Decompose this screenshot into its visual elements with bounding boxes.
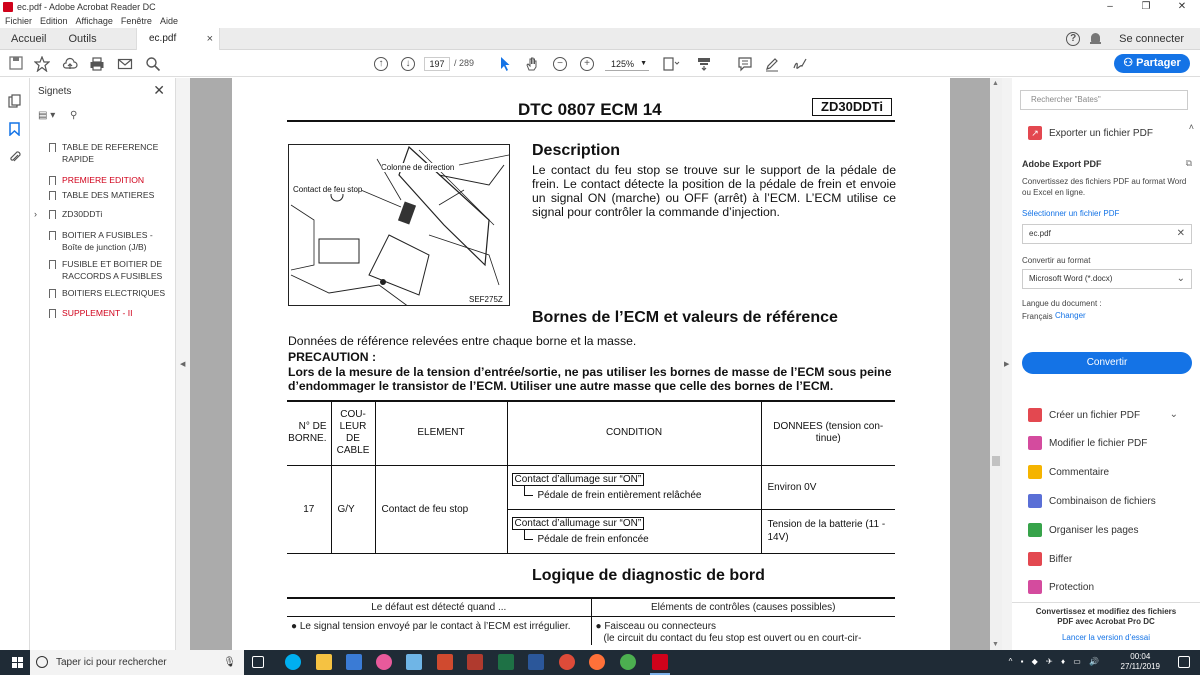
bookmark-options-icon[interactable]: ▤ ▾ <box>38 110 56 121</box>
bookmark-item[interactable] <box>48 287 170 299</box>
bookmark-flag-icon <box>49 191 56 200</box>
tool-icon <box>1028 523 1042 537</box>
figure-ref: SEF275Z <box>469 295 503 304</box>
selected-file-field[interactable] <box>1022 224 1192 244</box>
tool-label: Modifier le fichier PDF <box>1049 437 1148 449</box>
promo-text: Convertissez et modifiez des fichiers PDF avec Acrobat Pro DC <box>1035 607 1177 626</box>
diag-left-cell: ● Le signal tension envoyé par le contact à l’ECM est irrégulier. <box>287 616 591 645</box>
chevron-down-icon: ▼ <box>640 60 647 67</box>
description-heading: Description <box>532 142 621 159</box>
document-viewer[interactable] <box>190 78 990 650</box>
chevron-down-icon: ⌄ <box>1176 273 1185 284</box>
condition-1-box: Contact d’allumage sur “ON” <box>512 473 645 486</box>
save-icon[interactable] <box>8 56 24 72</box>
precaution-label: PRECAUTION : <box>288 350 377 364</box>
bell-icon[interactable] <box>1090 33 1101 45</box>
menu-fichier[interactable]: Fichier <box>5 16 33 26</box>
convert-button[interactable]: Convertir <box>1022 352 1192 374</box>
bookmark-label: BOITIER A FUSIBLES - Boîte de junction (J/B) <box>62 230 153 252</box>
bookmark-options[interactable] <box>38 110 77 121</box>
export-pdf-icon: ↗ <box>1028 126 1042 140</box>
bookmark-flag-icon <box>49 143 56 152</box>
word-icon[interactable] <box>528 654 544 670</box>
excel-icon[interactable] <box>498 654 514 670</box>
firefox-icon[interactable] <box>589 654 605 670</box>
diagnostic-table <box>287 597 895 645</box>
tool-label: Commentaire <box>1049 466 1110 478</box>
tray-icons[interactable]: ^ ▪ ◆ ✈ ♦ ▭ 🔊 <box>1008 657 1102 666</box>
bookmark-item[interactable] <box>48 258 170 282</box>
help-icon[interactable]: ? <box>1066 32 1080 46</box>
cell-data-1: Environ 0V <box>761 465 895 509</box>
cell-condition-1 <box>507 465 761 509</box>
bookmark-search-icon[interactable]: ⚲ <box>70 110 78 121</box>
brake-switch-figure <box>288 144 510 306</box>
app-icon-4[interactable] <box>620 654 636 670</box>
copy-icon[interactable]: ⧉ <box>1185 158 1192 168</box>
tab-document[interactable] <box>136 28 220 50</box>
tools-panel <box>1012 78 1200 650</box>
bookmark-item[interactable] <box>48 141 170 165</box>
bookmark-flag-icon <box>49 231 56 240</box>
bookmarks-panel <box>30 78 176 650</box>
previous-page-icon[interactable]: ↑ <box>374 57 388 71</box>
tab-document-label: ec.pdf <box>149 33 177 44</box>
tool-item[interactable] <box>1028 465 1109 479</box>
bookmark-flag-icon <box>49 210 56 219</box>
header-element: ELEMENT <box>375 401 507 465</box>
scrollbar-thumb[interactable] <box>992 456 1000 466</box>
bates-search-input[interactable]: Rechercher "Bates" <box>1020 90 1188 110</box>
bookmark-label: FUSIBLE ET BOITIER DE RACCORDS A FUSIBLES <box>62 259 163 281</box>
left-rail <box>0 78 30 650</box>
tool-icon <box>1028 580 1042 594</box>
close-window-button[interactable]: ✕ <box>1177 1 1187 12</box>
description-text: Le contact du feu stop se trouve sur le support de la pédale de frein. Le contact détecte la position de la pédale de frein et envoie un signal ON (marche) ou OFF (arrêt) à l’ECM. L’ECM utilise ce signal pour contrôler la commande d’injection. <box>532 163 896 219</box>
tool-item[interactable] <box>1028 408 1140 422</box>
print-icon[interactable] <box>89 56 105 72</box>
windows-start-icon[interactable] <box>12 657 23 668</box>
email-icon[interactable] <box>117 56 133 72</box>
clock-date: 27/11/2019 <box>1120 662 1160 671</box>
clock[interactable] <box>1121 652 1160 672</box>
promo-footer <box>1012 602 1200 642</box>
pages-thumbnail-icon[interactable] <box>8 94 21 108</box>
tool-item[interactable] <box>1028 436 1147 450</box>
bookmark-icon[interactable] <box>8 122 21 136</box>
tool-icon <box>1028 494 1042 508</box>
language-label: Langue du document : <box>1022 299 1102 308</box>
convert-to-label: Convertir au format <box>1022 256 1091 265</box>
engine-code-box: ZD30DDTi <box>812 98 892 116</box>
bookmark-item[interactable] <box>48 189 170 201</box>
microphone-icon[interactable]: 🎙 <box>223 657 236 668</box>
condition-1-sub: Pédale de frein entièrement relâchée <box>512 490 757 501</box>
close-icon[interactable]: ✕ <box>153 82 165 98</box>
precaution-text: Lors de la mesure de la tension d’entrée/sortie, ne pas utiliser les bornes de masse de l’ECM sous peine d’endommager le transistor de l’ECM. Utiliser une autre masse que celle des bornes de l’ECM. <box>288 365 892 393</box>
condition-2-sub: Pédale de frein enfoncée <box>512 534 757 545</box>
ecm-terminal-table <box>287 400 895 554</box>
format-value: Microsoft Word (*.docx) <box>1029 274 1113 283</box>
tool-icon <box>1028 436 1042 450</box>
scroll-mode-icon[interactable] <box>696 56 712 72</box>
bookmark-label: BOITIERS ELECTRIQUES <box>62 288 166 298</box>
bookmark-label: TABLE DES MATIERES <box>62 190 155 200</box>
bookmarks-title: Signets <box>38 86 72 97</box>
collapse-left-icon[interactable]: ◀ <box>180 361 186 368</box>
chrome-icon[interactable] <box>559 654 575 670</box>
header-donnees: DONNEES (tension con- tinue) <box>761 401 895 465</box>
tab-tools[interactable]: Outils <box>68 32 97 45</box>
chevron-down-icon[interactable]: ⌄ <box>1169 409 1178 420</box>
left-collapse-strip[interactable] <box>176 78 190 650</box>
logique-heading: Logique de diagnostic de bord <box>532 567 765 584</box>
select-pointer-icon[interactable] <box>497 56 513 72</box>
chevron-up-icon[interactable]: ˄ <box>1188 122 1194 132</box>
menu-aide[interactable]: Aide <box>159 16 178 26</box>
page-fit-icon[interactable] <box>662 56 678 72</box>
scroll-up-icon[interactable]: ▲ <box>992 80 999 87</box>
format-select[interactable] <box>1022 269 1192 289</box>
highlight-pen-icon[interactable] <box>764 56 780 72</box>
star-icon[interactable] <box>34 56 50 72</box>
bookmark-flag-icon <box>49 309 56 318</box>
sign-icon[interactable] <box>792 56 808 72</box>
change-language-link[interactable]: Changer <box>1055 311 1086 320</box>
clear-icon[interactable]: ✕ <box>1176 228 1185 239</box>
bookmark-flag-icon <box>49 176 56 185</box>
tool-label: Créer un fichier PDF <box>1049 409 1141 421</box>
export-pdf-tool[interactable] <box>1028 126 1153 140</box>
paint-icon[interactable] <box>376 654 392 670</box>
bookmark-item[interactable] <box>48 174 170 186</box>
menu-edition[interactable]: Edition <box>40 16 68 26</box>
tool-item[interactable] <box>1028 494 1156 508</box>
cell-condition-2 <box>507 509 761 553</box>
page-total: / 289 <box>454 58 475 68</box>
acrobat-icon <box>3 2 13 12</box>
collapse-right-icon[interactable]: ▶ <box>1004 361 1010 368</box>
cell-element: Contact de feu stop <box>375 465 507 553</box>
table-row <box>287 465 895 509</box>
expand-chevron-icon[interactable]: › <box>34 209 37 219</box>
app-icon-1[interactable] <box>406 654 422 670</box>
menu-fenetre[interactable]: Fenêtre <box>120 16 152 26</box>
header-borne: N° DE BORNE. <box>287 401 331 465</box>
tool-label: Combinaison de fichiers <box>1049 495 1156 507</box>
condition-2-box: Contact d’allumage sur “ON” <box>512 517 645 530</box>
diag-right-line-1: ● Faisceau ou connecteurs <box>595 620 717 632</box>
zoom-select[interactable] <box>605 57 649 71</box>
export-title: Adobe Export PDF <box>1022 159 1102 169</box>
hand-tool-icon[interactable] <box>524 56 540 72</box>
app-icon-2[interactable] <box>437 654 453 670</box>
share-icon: ⚇ <box>1123 57 1137 69</box>
header-condition: CONDITION <box>507 401 761 465</box>
notification-icon[interactable] <box>1178 656 1190 668</box>
comment-icon[interactable] <box>737 56 753 72</box>
right-collapse-strip[interactable] <box>1002 78 1012 650</box>
app-icon-3[interactable] <box>467 654 483 670</box>
title-bar <box>0 0 1200 14</box>
share-button[interactable] <box>1114 54 1190 73</box>
bookmark-item[interactable] <box>34 208 170 220</box>
tool-label: Protection <box>1049 581 1095 593</box>
acrobat-taskbar-icon[interactable] <box>652 654 668 670</box>
cortana-icon <box>36 656 48 668</box>
tool-label: Organiser les pages <box>1049 524 1139 536</box>
select-file-link[interactable]: Sélectionner un fichier PDF <box>1022 209 1120 218</box>
tool-label: Biffer <box>1049 553 1073 565</box>
search-icon[interactable] <box>145 56 161 72</box>
bookmark-item[interactable] <box>48 229 170 253</box>
window-title: ec.pdf - Adobe Acrobat Reader DC <box>17 2 156 12</box>
upload-cloud-icon[interactable] <box>62 56 78 72</box>
selected-file-name: ec.pdf <box>1029 229 1051 238</box>
zoom-value: 125% <box>611 59 635 69</box>
vertical-scrollbar[interactable] <box>990 78 1002 650</box>
reference-text: Données de référence relevées entre chaque borne et la masse. <box>288 334 637 348</box>
scroll-down-icon[interactable]: ▼ <box>992 641 999 648</box>
bornes-heading: Bornes de l’ECM et valeurs de référence <box>532 309 838 326</box>
share-label: Partager <box>1136 57 1181 69</box>
bookmark-flag-icon <box>49 260 56 269</box>
cell-couleur: G/Y <box>331 465 375 553</box>
bookmark-label: PREMIERE EDITION <box>62 175 145 185</box>
minimize-button[interactable]: – <box>1107 1 1113 12</box>
pdf-page <box>232 78 950 650</box>
page-title: DTC 0807 ECM 14 <box>518 100 662 119</box>
figure-label-switch: Contact de feu stop <box>293 185 363 194</box>
menu-affichage[interactable]: Affichage <box>75 16 113 26</box>
taskbar-search-placeholder: Taper ici pour rechercher <box>56 657 167 668</box>
diag-header-left: Le défaut est détecté quand ... <box>287 598 591 616</box>
maximize-button[interactable]: ❐ <box>1141 1 1151 12</box>
menu-bar <box>0 14 1200 28</box>
bookmark-label: ZD30DDTi <box>62 209 103 219</box>
title-rule <box>287 120 895 122</box>
tool-item[interactable] <box>1028 523 1139 537</box>
taskbar-search[interactable] <box>30 650 244 675</box>
header-couleur: COU- LEUR DE CABLE <box>331 401 375 465</box>
language-value: Français <box>1022 312 1053 321</box>
tab-home[interactable]: Accueil <box>11 32 47 45</box>
clock-time: 00:04 <box>1130 652 1151 661</box>
tool-item[interactable] <box>1028 552 1072 566</box>
windows-taskbar <box>0 650 1200 675</box>
zoom-out-icon[interactable]: − <box>553 57 567 71</box>
table-header-row <box>287 401 895 465</box>
attachment-icon[interactable] <box>8 150 21 164</box>
tab-bar <box>0 28 1200 50</box>
trial-link[interactable]: Lancer la version d’essai <box>1061 633 1151 642</box>
bookmark-label: TABLE DE REFERENCE RAPIDE <box>62 142 159 164</box>
figure-label-column: Colonne de direction <box>381 163 455 172</box>
next-page-icon[interactable]: ↓ <box>401 57 415 71</box>
skype-icon[interactable] <box>285 654 301 670</box>
store-icon[interactable] <box>346 654 362 670</box>
task-view-icon[interactable] <box>252 656 264 668</box>
toolbar <box>0 51 1200 77</box>
tool-icon <box>1028 408 1042 422</box>
cell-data-2: Tension de la batterie (11 - 14V) <box>761 509 895 553</box>
file-explorer-icon[interactable] <box>316 654 332 670</box>
close-tab-icon[interactable]: × <box>206 33 213 45</box>
bookmark-flag-icon <box>49 289 56 298</box>
page-number-input[interactable]: 197 <box>424 57 450 71</box>
diag-header-right: Eléments de contrôles (causes possibles) <box>591 598 895 616</box>
diag-right-cell <box>591 616 895 645</box>
sign-in-link[interactable]: Se connecter <box>1119 33 1184 45</box>
zoom-in-icon[interactable]: + <box>580 57 594 71</box>
cell-borne: 17 <box>287 465 331 553</box>
tool-item[interactable] <box>1028 580 1094 594</box>
bookmark-item[interactable] <box>48 307 170 319</box>
diag-right-line-2: (le circuit du contact du feu stop est ouvert ou en court-cir- <box>603 632 862 644</box>
export-description: Convertissez des fichiers PDF au format Word ou Excel en ligne. <box>1022 177 1187 197</box>
bookmark-label: SUPPLEMENT - II <box>62 308 133 318</box>
export-pdf-label: Exporter un fichier PDF <box>1049 127 1153 139</box>
tool-icon <box>1028 465 1042 479</box>
tool-icon <box>1028 552 1042 566</box>
